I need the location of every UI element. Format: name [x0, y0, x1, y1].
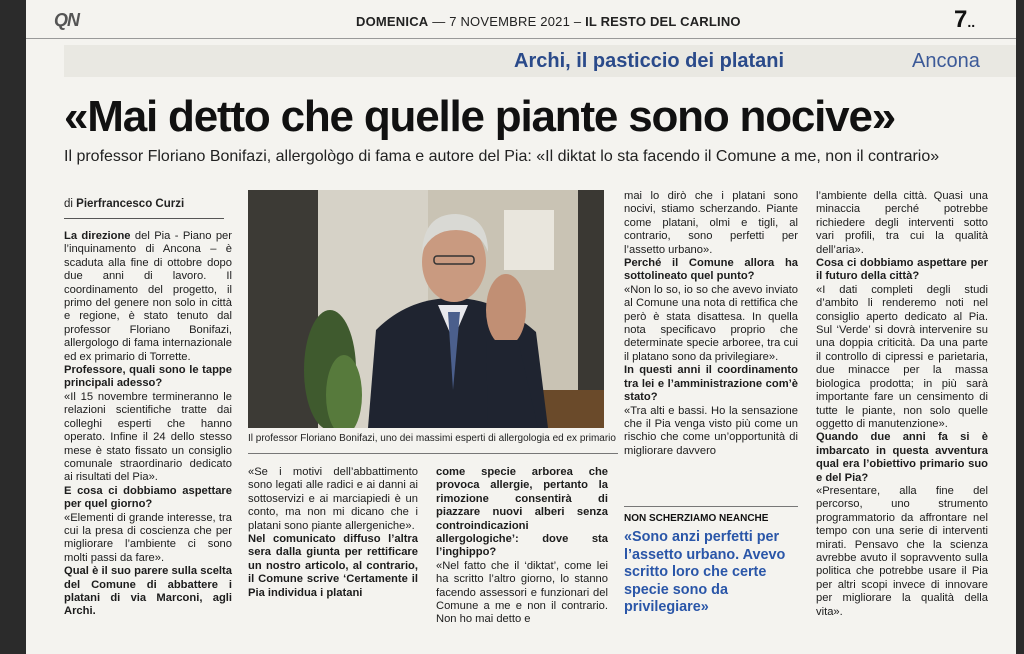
question: Cosa ci dobbiamo aspettare per il futuro della città?: [816, 257, 988, 283]
subhead: Il professor Floriano Bonifazi, allergològo di fama e autore del Pia: «Il diktat lo sta facendo il Comune a me, non il contrario»: [64, 148, 940, 165]
answer: «Non lo so, io so che avevo inviato al Comune una nota di rettifica che però è stata disattesa. In quella nota specificavo proprio che determinate specie arboree, tra cui il platano sono da privilegiare».: [624, 283, 798, 363]
question: Professore, quali sono le tappe principali adesso?: [64, 364, 232, 390]
article-column-4: [624, 190, 798, 458]
day: DOMENICA: [356, 14, 429, 29]
answer: «Elementi di grande interesse, tra cui la presa di coscienza che per migliorare l’ambiente ci sono molti passi da fare».: [64, 511, 232, 564]
caption-divider: [248, 453, 618, 454]
dateline: DOMENICA — 7 NOVEMBRE 2021 – IL RESTO DEL CARLINO: [356, 14, 741, 29]
newspaper-page: [26, 0, 1016, 654]
author-name: Pierfrancesco Curzi: [76, 198, 185, 210]
question: come specie arborea che provoca allergie, pertanto la rimozione consentirà di piazzare nuovi alberi senza controindicazioni allergologiche’: dove sta l’inghippo?: [436, 466, 608, 559]
byline-divider: [64, 218, 224, 219]
article-column-5: [816, 190, 988, 619]
pull-quote-divider: [624, 506, 798, 507]
question: Nel comunicato diffuso l’altra sera dalla giunta per rettificare un nostro articolo, al contrario, il Comune scrive ‘Certamente il Pia individua i platani: [248, 533, 418, 599]
newspaper-name: IL RESTO DEL CARLINO: [585, 14, 741, 29]
question: Perché il Comune allora ha sottolineato quel punto?: [624, 257, 798, 283]
section-city: Ancona: [912, 50, 980, 72]
answer: mai lo dirò che i platani sono nocivi, stiamo scherzando. Piante come platani, olmi e tigli, al contrario, sono perfetti per l’assetto urbano».: [624, 190, 798, 256]
answer: «Presentare, alla fine del percorso, uno strumento programmatorio da affrontare nel tempo con una serie di interventi mirati. Pensavo che la scienza avrebbe avuto il sopravvento sulla politica che potrebbe usare il Pia per altri scopi invece di innovare per migliorare la qualità della vita».: [816, 484, 988, 618]
qn-logo: QN: [54, 10, 79, 30]
question: In questi anni il coordinamento tra lei e l’amministrazione com’è stato?: [624, 364, 798, 404]
photo-caption: Il professor Floriano Bonifazi, uno dei massimi esperti di allergologia ed ex primario: [248, 433, 616, 444]
question: Quando due anni fa si è imbarcato in questa avventura qual era l’obiettivo primario suo e del Pia?: [816, 431, 988, 484]
article-column-1: La direzione del Pia - Piano per l’inquinamento di Ancona – è scaduta alla fine di ottobre dopo due anni di lavoro. Il coordinamento del progetto, il primo del genere non solo in città e regione, è stato tenuto dal professor Floriano Bonifazi, allergologo di fama internazionale ed ex primario di Torrette. Professore, quali sono le tappe principali adesso? «Il 15 novembre termineranno le relazioni scientifiche tratte dai colleghi esperti che hanno operato. Infine il 24 dello stesso mese è stato fissato un consiglio comunale straordinario dedicato ai risultati del Pia». E cosa ci dobbiamo aspettare per quel giorno? «Elementi di grande interesse, tra cui la presa di coscienza che per migliorare l’ambiente ci sono molti passi da fare». Qual è il suo parere sulla scelta del Comune di abbattere i platani di via Marconi, agli Archi.: [64, 230, 232, 618]
answer: «I dati completi degli studi d’ambito li renderemo noti nel consiglio aperto dedicato al Pia. Sul ‘Verde’ si dovrà intervenire su una doppia criticità. Da una parte il controllo di cipressi e parietaria, due minacce per la massa biologica prodotta; in più sarà importante fare un censimento di tutte le piante, non solo quelle oggetto di manutenzione».: [816, 283, 988, 430]
pull-quote: «Sono anzi perfetti per l’assetto urbano. Avevo scritto loro che certe specie sono da privilegiare»: [624, 529, 786, 615]
answer: «Tra alti e bassi. Ho la sensazione che il Pia venga visto più come un rischio che come un’opportunità di migliorare davvero: [624, 404, 798, 457]
lead-word: La direzione: [64, 230, 131, 242]
question: E cosa ci dobbiamo aspettare per quel giorno?: [64, 484, 232, 511]
photo-image: [248, 190, 604, 428]
masthead: [26, 0, 1016, 40]
dash: —: [432, 14, 446, 29]
masthead-divider: [26, 38, 1016, 39]
answer: «Se i motivi dell’abbattimento sono legati alle radici e ai danni ai sottoservizi e ai marciapiedi è un conto, ma non mi dicano che i platani sono piante allergeniche».: [248, 466, 418, 532]
answer: «Nel fatto che il ‘diktat’, come lei ha scritto l’altro giorno, lo stanno facendo assessori e funzionari del Comune a me e non il contrario. Non ho mai detto e: [436, 559, 608, 626]
answer: «Il 15 novembre termineranno le relazioni scientifiche tratte dai colleghi esperti che hanno operato. Infine il 24 dello stesso mese è stato fissato un consiglio comunale straordinario dedicato ai risultati del Pia».: [64, 390, 232, 484]
date: 7 NOVEMBRE 2021: [449, 14, 570, 29]
byline: di Pierfrancesco Curzi: [64, 198, 185, 210]
answer: l’ambiente della città. Quasi una minaccia perché potrebbe richiedere degli interventi sotto vari profili, tra cui la qualità dell’aria».: [816, 190, 988, 256]
section-kicker: Archi, il pasticcio dei platani: [514, 50, 785, 72]
article-column-3: [436, 466, 608, 627]
page-number: 7..: [954, 6, 976, 33]
question: Qual è il suo parere sulla scelta del Comune di abbattere i platani di via Marconi, agli Archi.: [64, 565, 232, 618]
pull-quote-label: NON SCHERZIAMO NEANCHE: [624, 513, 769, 524]
article-column-2: [248, 466, 418, 600]
headline: «Mai detto che quelle piante sono nocive»: [64, 92, 895, 141]
portrait-photo: [248, 190, 604, 428]
